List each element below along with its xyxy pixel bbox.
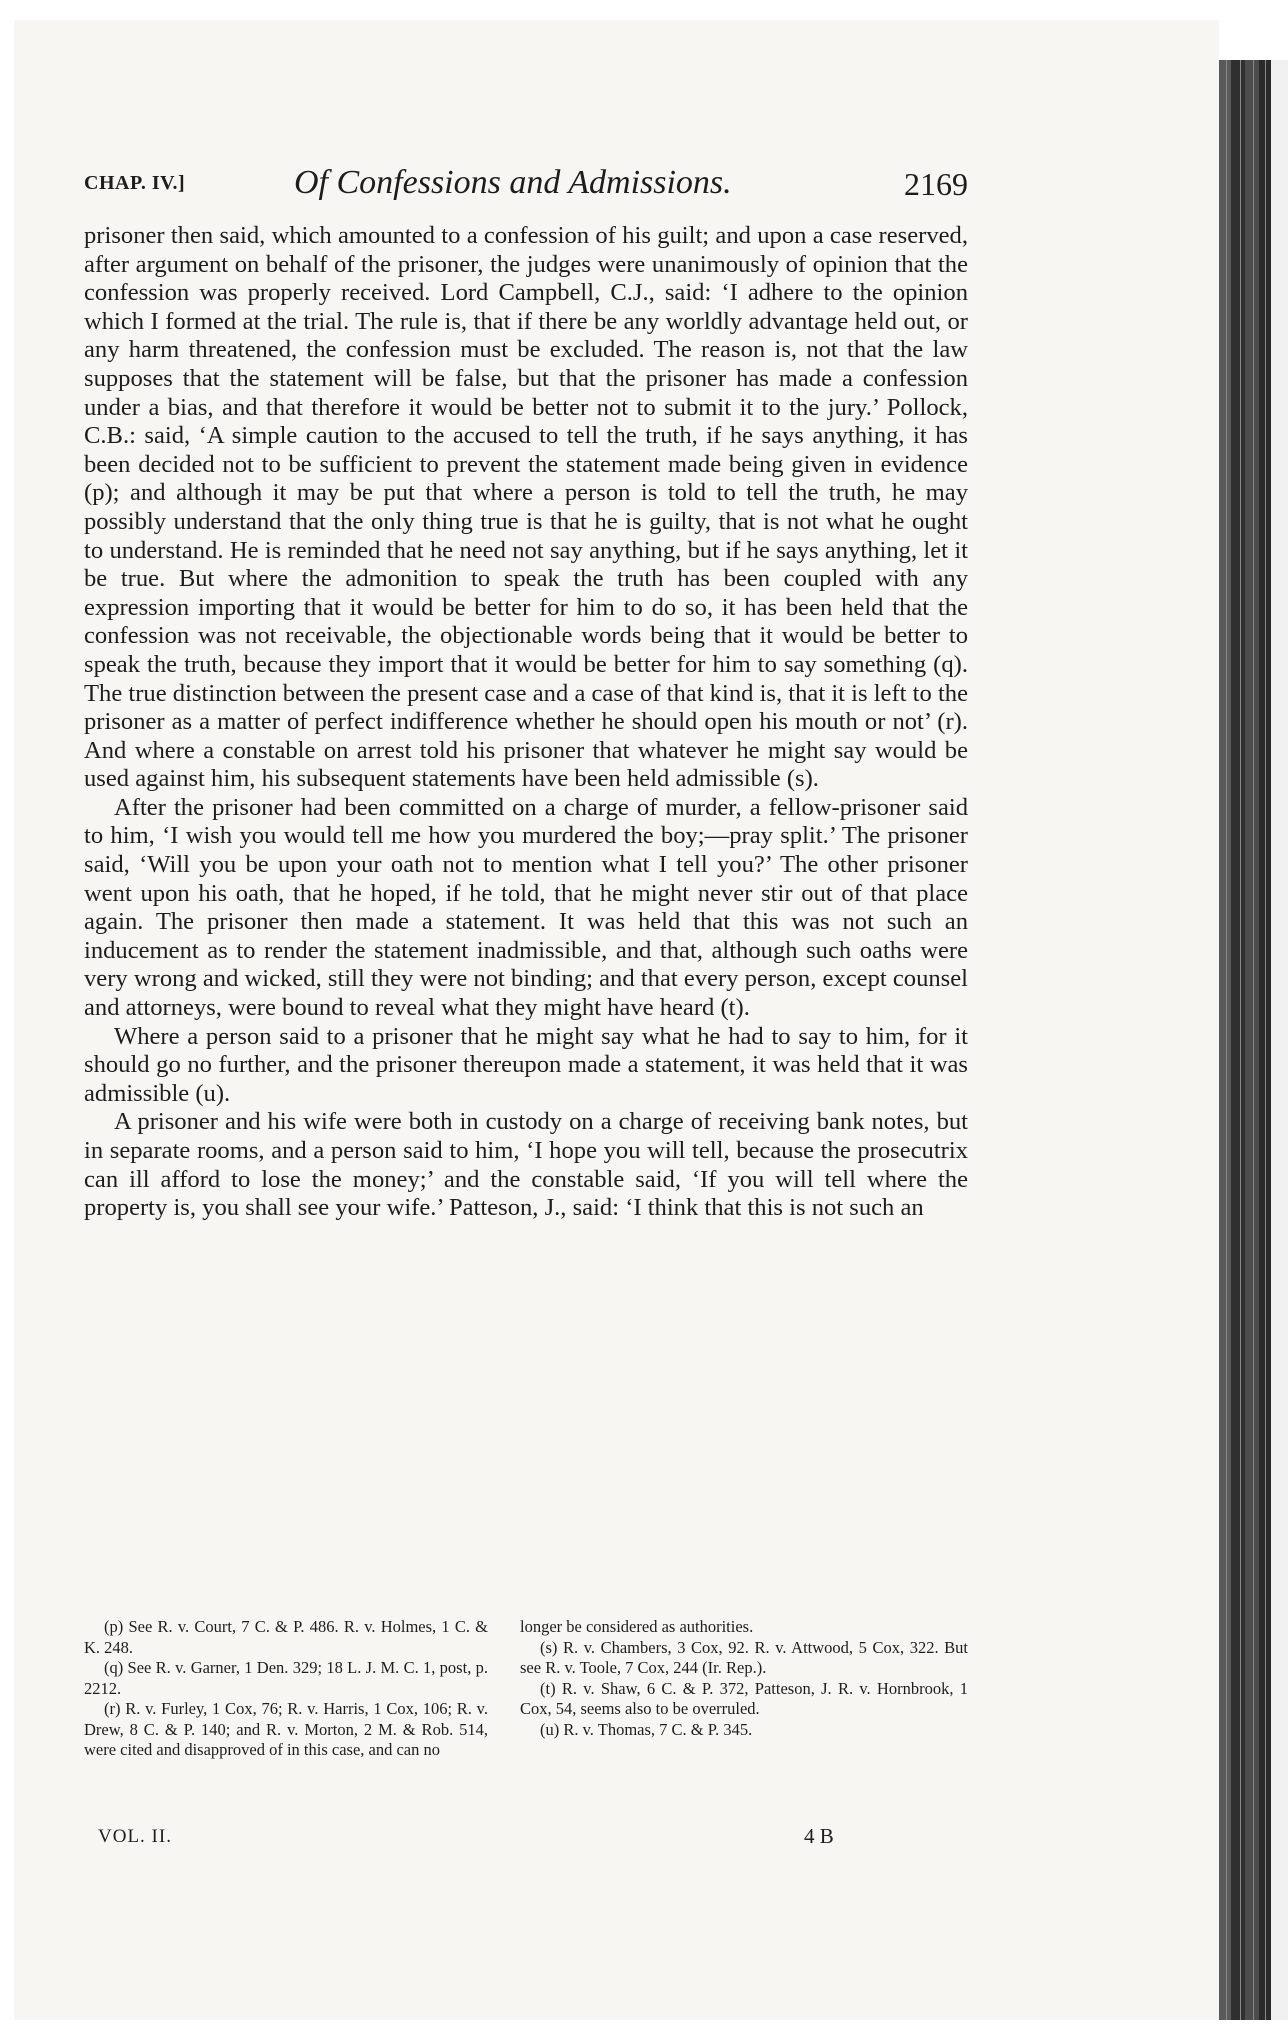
footnote: (r) R. v. Furley, 1 Cox, 76; R. v. Harris, 1 Cox, 106; R. v. Drew, 8 C. & P. 140; and R. v. Morton, 2 M. & Rob. 514, were cited and disapproved of in this case, and can no [84, 1699, 488, 1759]
footnote: (u) R. v. Thomas, 7 C. & P. 345. [540, 1719, 753, 1739]
footnotes-left-column [84, 1617, 488, 1761]
paragraph: prisoner then said, which amounted to a confession of his guilt; and upon a case reserved, after argument on behalf of the prisoner, the judges were unanimously of opinion that the confession was properly received. Lord Campbell, C.J., said: ‘I adhere to the opinion which I formed at the trial. The rule is, that if there be any worldly advantage held out, or any harm threatened, the confession must be excluded. The reason is, not that the law supposes that the statement will be false, but that the prisoner has made a confession under a bias, and that therefore it would be better not to submit it to the jury.’ Pollock, C.B.: said, ‘A simple caution to the accused to tell the truth, if he says anything, it has been decided not to be sufficient to prevent the statement made being given in evidence (p); and although it may be put that where a person is told to tell the truth, he may possibly understand that the only thing true is that he is guilty, that is not what he ought to understand. He is reminded that he need not say anything, but if he says anything, let it be true. But where the admonition to speak the truth has been coupled with any expression importing that it would be better for him to do so, it has been held that the confession was not receivable, the objectionable words being that it would be better to speak the truth, because they import that it would be better for him to say something (q). The true distinction between the present case and a case of that kind is, that it is left to the prisoner as a matter of perfect indifference whether he should open his mouth or not’ (r). And where a constable on arrest told his prisoner that whatever he might say would be used against him, his subsequent statements have been held admissible (s). [84, 222, 968, 793]
page-footer [84, 1826, 968, 1856]
footnotes-right-column [520, 1617, 968, 1740]
paragraph: After the prisoner had been committed on a charge of murder, a fellow-prisoner said to him, ‘I wish you would tell me how you murdered the boy;—pray split.’ The prisoner said, ‘Will you be upon your oath not to mention what I tell you?’ The other prisoner went upon his oath, that he hoped, if he told, that he might never stir out of that place again. The prisoner then made a statement. It was held that this was not such an inducement as to render the statement inadmissible, and that, although such oaths were very wrong and wicked, still they were not binding; and that every person, except counsel and attorneys, were bound to reveal what they might have heard (t). [84, 793, 968, 1022]
page-edge [1219, 60, 1231, 2020]
footnote: (p) See R. v. Court, 7 C. & P. 486. R. v. Holmes, 1 C. & K. 248. [84, 1617, 488, 1657]
footnote: (t) R. v. Shaw, 6 C. & P. 372, Patteson, J. R. v. Hornbrook, 1 Cox, 54, seems also to be overruled. [520, 1678, 968, 1718]
chapter-label: CHAP. IV.] [84, 172, 186, 194]
footnote: (s) R. v. Chambers, 3 Cox, 92. R. v. Attwood, 5 Cox, 322. But see R. v. Toole, 7 Cox, 244 (Ir. Rep.). [520, 1637, 968, 1677]
paragraph: A prisoner and his wife were both in custody on a charge of receiving bank notes, but in separate rooms, and a person said to him, ‘I hope you will tell, because the prosecutrix can ill afford to lose the money;’ and the constable said, ‘If you will tell where the property is, you shall see your wife.’ Patteson, J., said: ‘I think that this is not such an [84, 1108, 968, 1222]
page-number: 2169 [904, 166, 968, 202]
signature-mark: 4 B [804, 1824, 834, 1848]
paragraph: Where a person said to a prisoner that he might say what he had to say to him, for it should go no further, and the prisoner thereupon made a statement, it was held that it was admissible (u). [84, 1022, 968, 1107]
volume-label: VOL. II. [98, 1826, 172, 1847]
footnote-continuation: longer be considered as authorities. [520, 1617, 754, 1636]
page-edge [1245, 60, 1259, 2020]
footnote: (q) See R. v. Garner, 1 Den. 329; 18 L. J. M. C. 1, post, p. 2212. [84, 1658, 488, 1698]
page-edge [1271, 60, 1288, 2020]
page-edge [1231, 60, 1245, 2020]
page-edge-line [1240, 60, 1241, 2020]
running-title: Of Confessions and Admissions. [294, 164, 732, 201]
body-text [84, 222, 968, 1223]
running-header [84, 160, 968, 210]
page-edge-line [1253, 60, 1254, 2020]
page-edge-line [1226, 60, 1227, 2020]
page-edge-line [1265, 60, 1266, 2020]
